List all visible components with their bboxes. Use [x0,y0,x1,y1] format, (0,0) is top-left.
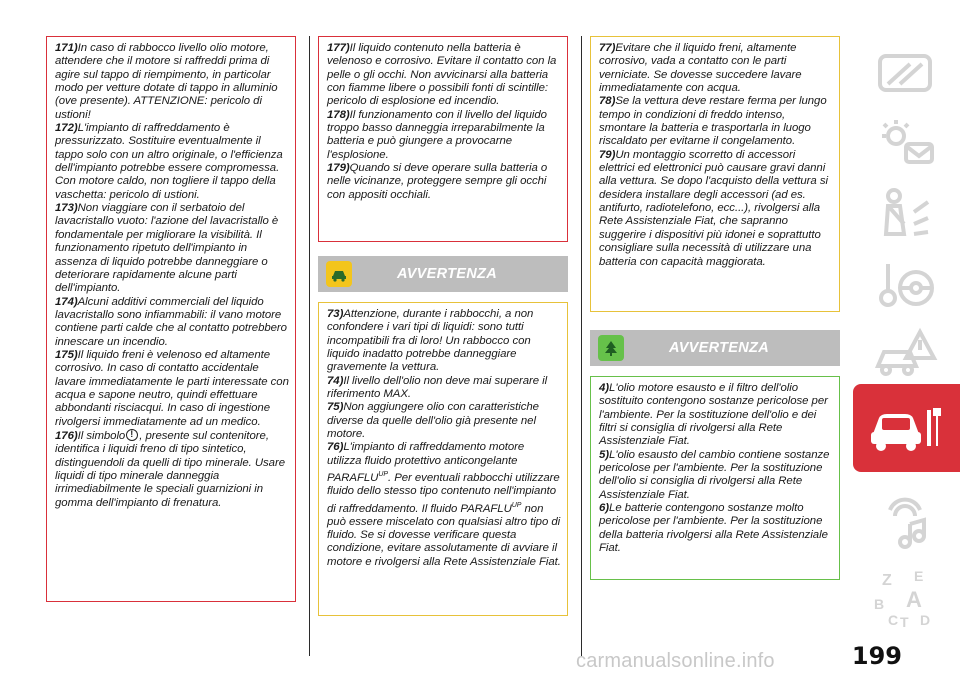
environment-box-4-6 [590,376,840,580]
warning-header [318,256,568,292]
note-74: 74)Il livello dell'olio non deve mai superare il riferimento MAX. [327,374,548,401]
tab-seatbelt-airbag[interactable] [855,176,955,252]
svg-text:C: C [888,612,899,628]
note-172: 172)L'impianto di raffreddamento è pressurizzato. Sostituire eventualmente il tappo solo con un altro originale, o l'efficienza dell'impianto potrebbe essere compromessa. Con motore caldo, non togliere il tappo della vaschetta: pericolo di ustioni. [55,122,283,201]
key-steering-icon [870,254,940,314]
svg-text:D: D [920,612,931,628]
note-77: 77)Evitare che il liquido freni, altamente corrosivo, vada a contatto con le parti verniciate. Se dovesse succedere lavare immediatamente con acqua. [599,42,802,95]
note-177: 177)Il liquido contenuto nella batteria è velenoso e corrosivo. Evitare il contatto con la pelle o gli occhi. Non avvicinarsi alla batteria con fiamme libere o possibili fonti di scintille: pericolo di esplosione ed incendio. [327,42,557,108]
tab-alphabetical-index[interactable] [855,560,955,636]
car-hazard-icon [326,261,352,287]
warnings-box-171-176 [46,36,296,602]
column-divider [581,36,582,656]
car-maintenance-icon [867,398,947,458]
alphabetical-index-icon [870,563,940,633]
column-divider [309,36,310,656]
brake-fluid-symbol-icon [126,429,138,441]
tab-multimedia[interactable] [855,482,955,558]
svg-text:A: A [906,587,922,612]
note-173: 173)Non viaggiare con il serbatoio del lavacristallo vuoto: l'azione del lavacristallo è fondamentale per migliorare la visibilità. Il funzionamento ripetuto dell'impianto in assenza di liquido potrebbe danneggiare o deteriorare rapidamente alcune parti dell'impianto. [55,202,279,295]
note-4: 4)L'olio motore esausto e il filtro dell'olio sostituito contengono sostanze pericolose per l'ambiente. Per la sostituzione dell'olio e dei filtri si consiglia di rivolgersi alla Rete Assistenziale Fiat. [599,382,828,448]
svg-text:E: E [914,568,924,584]
note-79: 79)Un montaggio scorretto di accessori elettrici ed elettronici può causare gravi danni alla vettura. Se dopo l'acquisto della vettura si desidera installare degli accessori (ad es. antifurto, radiotelefono, ecc...), rivolgersi alla Rete Assistenziale Fiat, che sapranno suggerire i dispositivi più idonei e soprattutto consigliare sulla necessità di utilizzare una batteria con capacità maggiorata. [599,148,828,268]
note-78: 78)Se la vettura deve restare ferma per lungo tempo in condizioni di freddo intenso, smontare la batteria e trasportarla in luogo riscaldato per evitarne il congelamento. [599,95,827,148]
note-76: 76)L'impianto di raffreddamento motore utilizza fluido protettivo anticongelante $PARAFLU^{UP}$. Per eventuali rabbocchi utilizzare fluido dello stesso tipo contenuto nell'impianto di raffreddamento. Il fluido $PARAFLU^{UP}$ non può essere miscelato con qualsiasi altro tipo di fluido. Se si dovesse verificare questa condizione, evitare assolutamente di avviare il motore e rivolgersi alla Rete Assistenziale Fiat. [327,441,561,568]
seatbelt-airbag-icon [870,184,940,244]
tab-car-accident[interactable] [855,316,955,392]
watermark: carmanualsonline.info [576,650,775,672]
note-75: 75)Non aggiungere olio con caratteristiche diverse da quelle dell'olio già presente nel motore. [327,401,539,441]
warning-title: AVVERTENZA [669,340,769,356]
svg-text:Z: Z [882,572,892,589]
chapter-sidebar [849,36,960,646]
warning-box-73-76 [318,302,568,616]
warning-header [590,330,840,366]
note-171: 171)In caso di rabbocco livello olio motore, attendere che il motore si raffreddi prima di agire sul tappo di riempimento, in particolar modo per vetture dotate di tappo in alluminio (ove presente). ATTENZIONE: pericolo di ustioni! [55,42,278,121]
warnings-box-177-179 [318,36,568,242]
note-6: 6)Le batterie contengono sostanze molto pericolose per l'ambiente. Per la sostituzione della batteria rivolgersi alla Rete Assistenziale Fiat. [599,502,828,555]
note-174: 174)Alcuni additivi commerciali del liquido lavacristallo sono infiammabili: il vano motore contiene parti calde che al contatto potrebbero innescare un incendio. [55,295,287,348]
note-176: 176)Il simbolo! , presente sul contenitore, identifica i liquidi freno di tipo sintetico, distinguendoli da quelli di tipo minerale. Usare liquidi di tipo minerale danneggia irrimediabilmente le speciali guarnizioni in gomma dell'impianto di frenatura. [55,429,289,510]
multimedia-icon [870,490,940,550]
warning-box-77-79 [590,36,840,312]
car-dashboard-icon [870,44,940,104]
svg-text:B: B [874,596,885,612]
car-accident-icon [870,324,940,384]
page-number: 199 [851,642,902,670]
svg-text:T: T [900,614,909,630]
note-175: 175)Il liquido freni è velenoso ed altamente corrosivo. In caso di contatto accidentale lavare immediatamente le parti interessate con acqua e sapone neutro, quindi effettuare abbondanti risciacqui. In caso di ingestione rivolgersi immediatamente ad un medico. [55,348,289,428]
warning-lights-icon [870,114,940,174]
tab-warning-lights[interactable] [855,106,955,182]
note-73: 73)Attenzione, durante i rabbocchi, a non confondere i vari tipi di liquidi: sono tutti incompatibili fra di loro! Un rabbocco con liquido inadatto potrebbe danneggiare gravemente la vettura. [327,308,534,374]
tree-environment-icon [598,335,624,361]
tab-key-steering[interactable] [855,246,955,322]
note-179: 179)Quando si deve operare sulla batteria o nelle vicinanze, proteggere sempre gli occhi con appositi occhiali. [327,162,548,201]
tab-car-maintenance[interactable] [853,384,960,472]
note-5: 5)L'olio esausto del cambio contiene sostanze pericolose per l'ambiente. Per la sostituzione dell'olio si consiglia di rivolgersi alla Rete Assistenziale Fiat. [599,448,830,501]
tab-car-dashboard[interactable] [855,36,955,112]
warning-title: AVVERTENZA [397,266,497,282]
note-178: 178)Il funzionamento con il livello del liquido troppo basso danneggia irreparabilmente la batteria e può giungere a provocarne l'esplosione. [327,108,547,161]
